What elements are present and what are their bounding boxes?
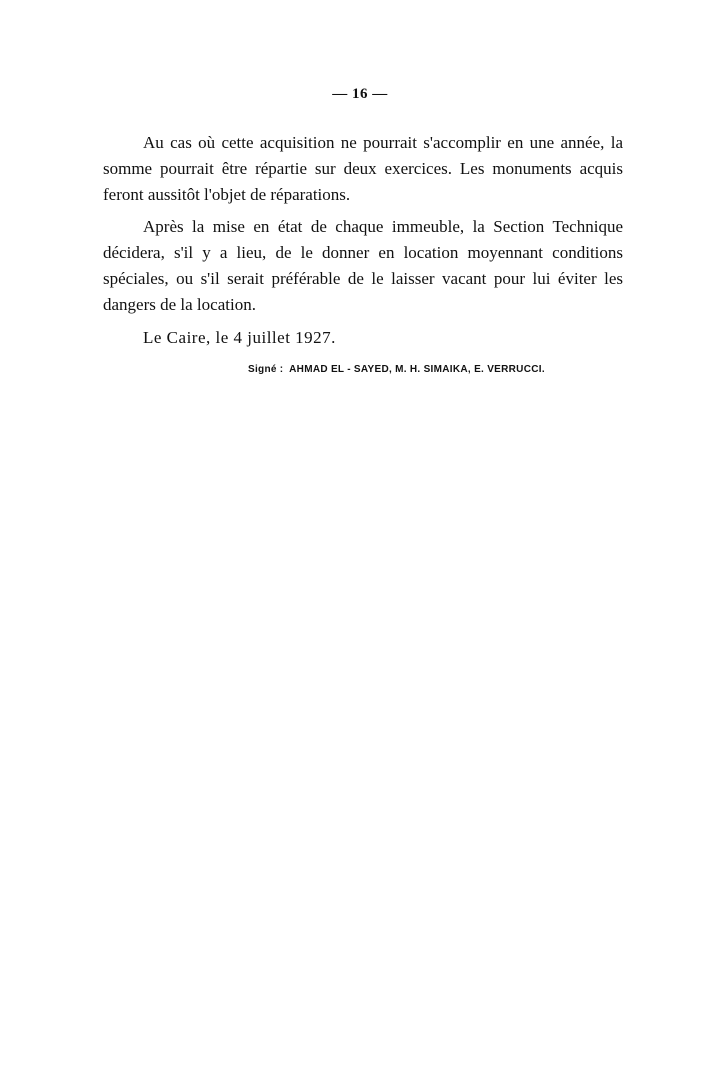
signature-label: Signé : bbox=[248, 364, 284, 375]
page-number: — 16 — bbox=[332, 86, 388, 102]
signature-line bbox=[248, 364, 545, 375]
paragraph-acquisition: Au cas où cette acquisition ne pourrait s'accomplir en une année, la somme pourrait être répartie sur deux exercices. Les monuments acquis feront aussitôt l'objet de réparations. bbox=[103, 133, 623, 204]
paragraph-location: Après la mise en état de chaque immeuble, la Section Technique décidera, s'il y a lieu, de le donner en location moyennant conditions spéciales, ou s'il serait préférable de le laisser vacant pour lui éviter les dangers de la location. bbox=[103, 217, 623, 314]
dateline: Le Caire, le 4 juillet 1927. bbox=[143, 328, 336, 347]
signatory-names: AHMAD EL - SAYED, M. H. SIMAIKA, E. VERRUCCI. bbox=[289, 364, 545, 375]
